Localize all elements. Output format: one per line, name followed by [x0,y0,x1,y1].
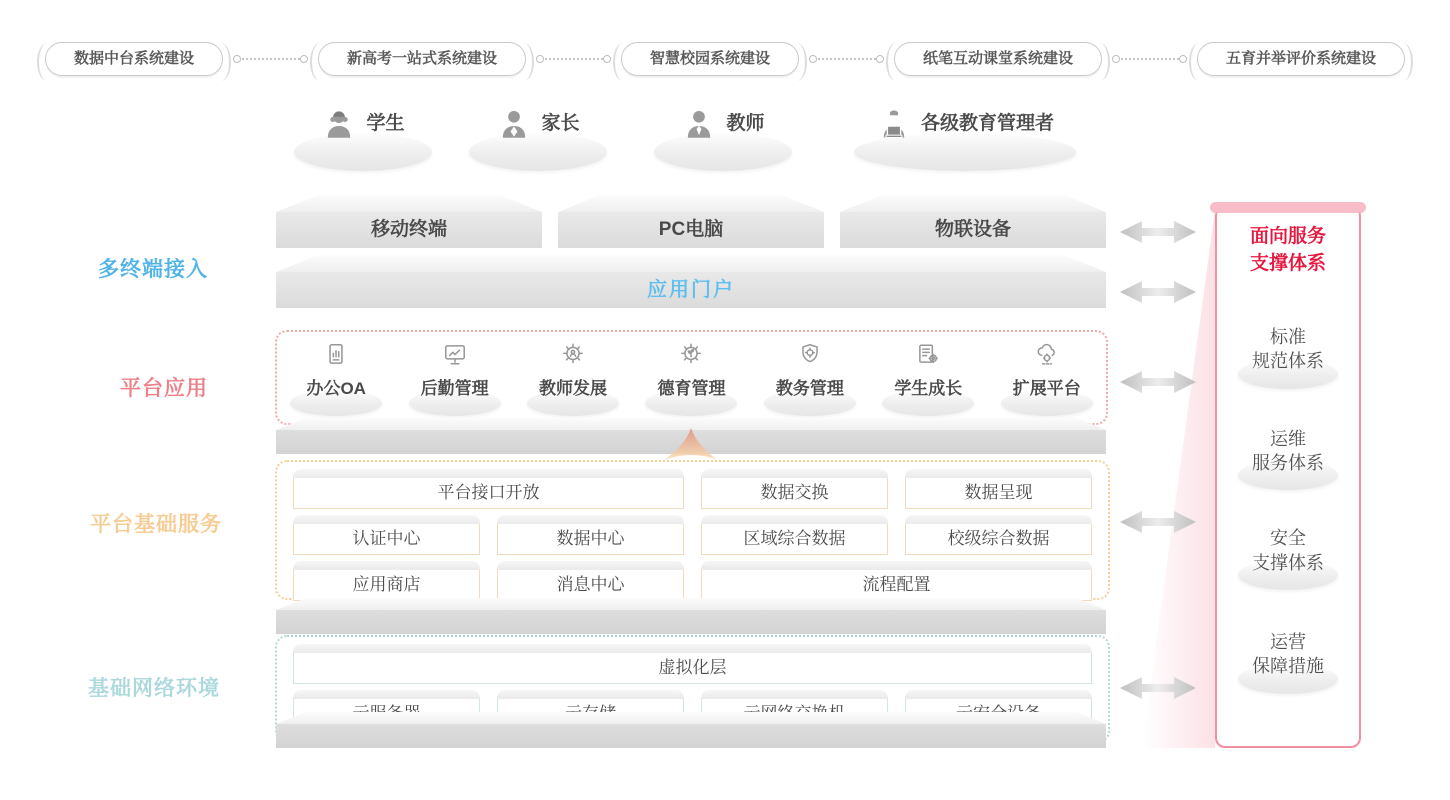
user-role-header [853,96,1077,144]
moral-education-icon [678,341,704,368]
app-label: 办公OA [306,379,366,398]
user-role-label: 学生 [366,113,405,134]
user-role-student [293,96,433,171]
platform-services-group [275,460,1110,600]
app-label: 教务管理 [775,379,844,398]
slab-top-face [558,195,824,212]
chain-pill-five-education [1197,42,1405,76]
oa-icon [323,341,349,368]
app-item-teacher-development [517,341,629,416]
support-item-label [1217,526,1359,575]
support-item-line: 规范体系 [1252,351,1324,372]
app-label: 后勤管理 [420,379,489,398]
teacher-icon [681,104,717,144]
support-item-label [1217,630,1359,679]
system-construction-chain [45,42,1405,76]
academic-affairs-icon [797,341,823,368]
double-arrow-icon [1118,368,1198,396]
chain-pill-label: 数据中台系统建设 [74,50,195,67]
support-item-line: 支撑体系 [1252,552,1324,573]
chain-pill-label: 新高考一站式系统建设 [347,50,498,67]
application-portal-slab [276,255,1106,308]
chain-pill-smart-campus [621,42,799,76]
support-item-line: 保障措施 [1252,656,1324,677]
slab-top-face [276,195,542,212]
support-item-line: 安全 [1270,528,1306,549]
service-support-panel [1215,206,1361,748]
app-item-oa [280,341,392,416]
terminal-slab-pc [558,195,824,248]
slab-top-face [840,195,1106,212]
double-arrow-icon [1118,674,1198,702]
administrator-icon [876,104,912,144]
platform-apps-group [275,330,1108,425]
app-item-student-growth [872,341,984,416]
app-label: 扩展平台 [1012,379,1081,398]
terminal-slab-label: PC电脑 [558,212,824,248]
parent-icon [496,104,532,144]
slab-top-face [276,712,1106,724]
terminal-slab-label: 物联设备 [840,212,1106,248]
support-item-operation-guarantee [1217,630,1359,694]
user-role-parent [468,96,608,171]
app-label: 德育管理 [657,379,726,398]
student-growth-icon [915,341,941,368]
service-cell-data-presentation: 数据呈现 [905,478,1092,509]
service-cell-data-center: 数据中心 [497,524,684,555]
layer-label-network: 基础网络环境 [88,677,220,700]
service-cell-regional-data: 区域综合数据 [701,524,888,555]
student-icon [321,104,357,144]
support-item-line: 标准 [1270,327,1306,348]
extension-platform-icon [1034,341,1060,368]
services-base-slab [276,598,1106,634]
service-cell-app-store: 应用商店 [293,570,480,601]
support-item-line: 运维 [1270,428,1306,449]
support-item-line: 运营 [1270,631,1306,652]
service-cell-data-exchange: 数据交换 [701,478,888,509]
chain-connector [813,58,880,60]
terminal-slab-label: 移动终端 [276,212,542,248]
user-role-teacher [653,96,793,171]
slab-face [276,610,1106,634]
chain-connector [237,58,304,60]
app-item-moral-education [635,341,747,416]
service-support-panel-title [1217,224,1359,277]
chain-pill-data-middle-platform [45,42,223,76]
service-cell-process-config: 流程配置 [701,570,1092,601]
support-item-security [1217,526,1359,590]
network-cell-virtualization: 虚拟化层 [293,653,1092,684]
chain-pill-label: 五育并举评价系统建设 [1226,50,1377,67]
app-label: 教师发展 [539,379,608,398]
terminal-slab-iot [840,195,1106,248]
layer-label-multi-terminal: 多终端接入 [98,258,208,281]
double-arrow-icon [1118,278,1198,306]
user-role-label: 家长 [541,113,580,134]
layer-label-platform-apps: 平台应用 [120,377,208,400]
support-item-line: 服务体系 [1252,453,1324,474]
chain-pill-label: 智慧校园系统建设 [650,50,771,67]
support-item-operations [1217,427,1359,491]
app-label: 学生成长 [894,379,963,398]
user-role-header [653,96,793,144]
user-role-label: 教师 [726,113,765,134]
app-item-academic-affairs [754,341,866,416]
slab-top-face [276,598,1106,610]
user-role-label: 各级教育管理者 [920,113,1054,134]
panel-title-line: 支撑体系 [1249,252,1326,274]
service-cell-api-open: 平台接口开放 [293,478,684,509]
user-role-header [468,96,608,144]
slab-face [276,724,1106,748]
application-portal-label: 应用门户 [276,272,1106,308]
service-cell-auth-center: 认证中心 [293,524,480,555]
up-arrow-icon [646,427,736,461]
double-arrow-icon [1118,508,1198,536]
support-item-standards [1217,325,1359,389]
service-cell-school-data: 校级综合数据 [905,524,1092,555]
app-item-logistics [399,341,511,416]
layer-label-platform-services: 平台基础服务 [90,513,222,536]
user-role-header [293,96,433,144]
chain-pill-paper-pen-classroom [894,42,1102,76]
service-cell-message-center: 消息中心 [497,570,684,601]
chain-pill-new-gaokao [318,42,526,76]
chain-pill-label: 纸笔互动课堂系统建设 [923,50,1074,67]
network-base-slab [276,712,1106,748]
teacher-development-icon [560,341,586,368]
app-item-extension-platform [991,341,1103,416]
double-arrow-icon [1118,218,1198,246]
support-item-label [1217,325,1359,374]
panel-title-line: 面向服务 [1249,226,1326,247]
user-role-administrator [853,96,1077,171]
chain-connector [540,58,607,60]
chain-connector [1116,58,1183,60]
terminal-slab-mobile [276,195,542,248]
support-item-label [1217,427,1359,476]
logistics-icon [442,341,468,368]
slab-top-face [276,255,1106,272]
